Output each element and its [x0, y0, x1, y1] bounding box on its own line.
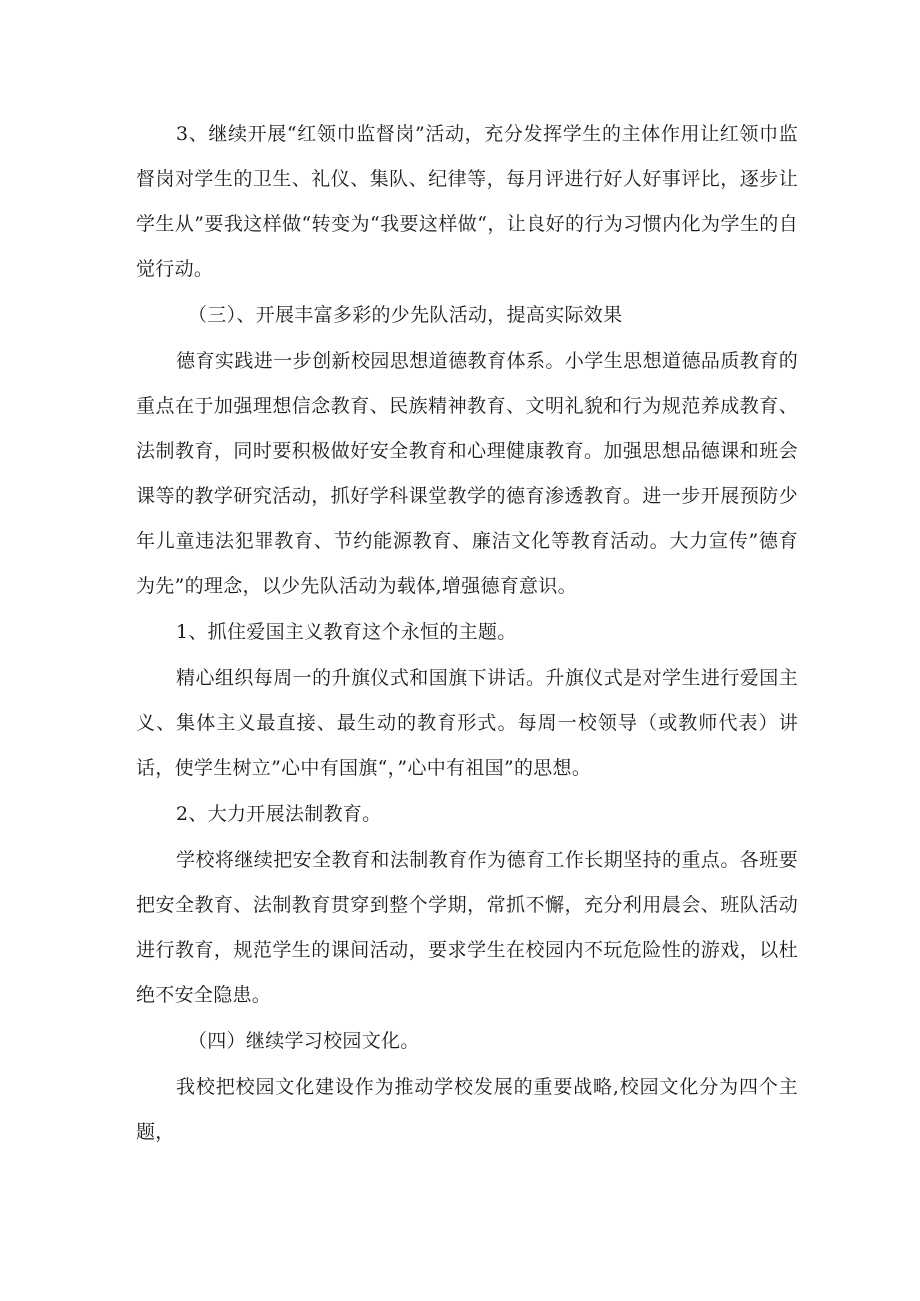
paragraph-safety-legal-education: 学校将继续把安全教育和法制教育作为德育工作长期坚持的重点。各班要把安全教育、法制教育贯穿到整个学期，常抓不懈，充分利用晨会、班队活动进行教育，规范学生的课间活动，要求学生在校园内不玩危险性的游戏，以杜绝不安全隐患。	[136, 849, 798, 1006]
paragraph-moral-education-system: 德育实践进一步创新校园思想道德教育体系。小学生思想道德品质教育的重点在于加强理想信念教育、民族精神教育、文明礼貌和行为规范养成教育、法制教育，同时要积极做好安全教育和心理健康教育。加强思想品德课和班会课等的教学研究活动，抓好学科课堂教学的德育渗透教育。进一步开展预防少年儿童违法犯罪教育、节约能源教育、廉洁文化等教育活动。大力宣传”德育为先”的理念，以少先队活动为载体,增强德育意识。	[136, 350, 798, 597]
document-body	[136, 112, 798, 1155]
item-heading-legal-education: 2、大力开展法制教育。	[176, 803, 382, 825]
item-heading-patriotism: 1、抓住爱国主义教育这个永恒的主题。	[176, 621, 517, 643]
section-heading-three: （三）、开展丰富多彩的少先队活动，提高实际效果	[188, 304, 623, 326]
paragraph-campus-culture: 我校把校园文化建设作为推动学校发展的重要战略,校园文化分为四个主题，	[136, 1076, 798, 1143]
section-heading-four: （四）继续学习校园文化。	[188, 1030, 420, 1052]
paragraph-red-scarf-supervision: 3、继续开展“红领巾监督岗”活动，充分发挥学生的主体作用让红领巾监督岗对学生的卫生、礼仪、集队、纪律等，每月评进行好人好事评比，逐步让学生从”要我这样做“转变为“我要这样做“，让良好的行为习惯内化为学生的自觉行动。	[136, 123, 798, 280]
paragraph-flag-ceremony: 精心组织每周一的升旗仪式和国旗下讲话。升旗仪式是对学生进行爱国主义、集体主义最直接、最生动的教育形式。每周一校领导（或教师代表）讲话，使学生树立”心中有国旗“，”心中有祖国”的思想。	[136, 667, 798, 779]
